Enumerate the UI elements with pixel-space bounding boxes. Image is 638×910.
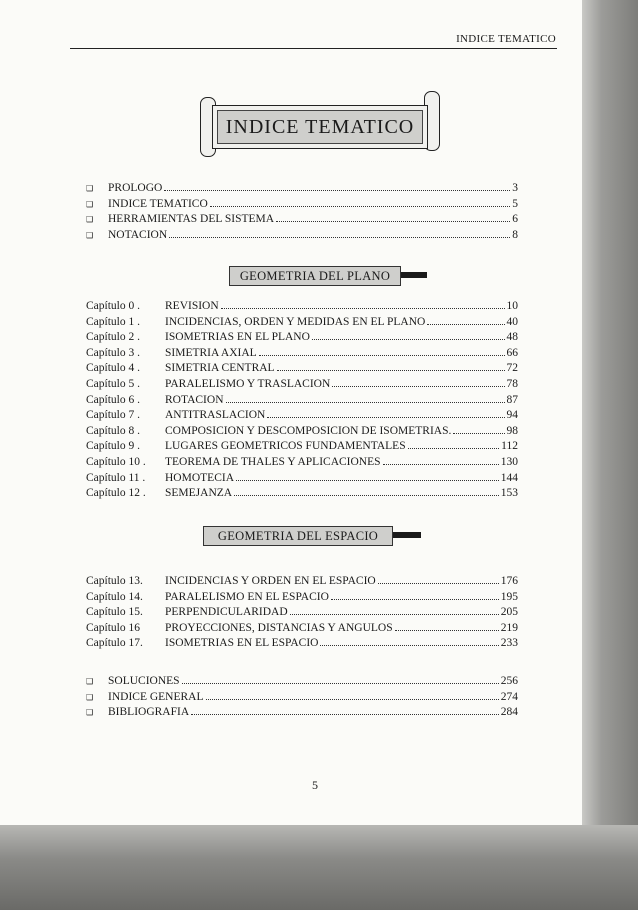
end-list	[86, 674, 518, 721]
running-header: INDICE TEMATICO	[456, 33, 556, 45]
list-item[interactable]: ❑ NOTACION 8	[86, 228, 518, 244]
plano-chapter-list	[86, 299, 518, 502]
table-row[interactable]: Capítulo 8 . COMPOSICION Y DESCOMPOSICION DE ISOMETRIAS. 98	[86, 424, 518, 437]
list-item[interactable]: ❑ INDICE GENERAL 274	[86, 690, 518, 706]
table-row[interactable]: Capítulo 7 . ANTITRASLACION 94	[86, 409, 518, 422]
list-item[interactable]: ❑ BIBLIOGRAFIA 284	[86, 705, 518, 721]
table-row[interactable]: Capítulo 9 . LUGARES GEOMETRICOS FUNDAMENTALES 112	[86, 440, 518, 453]
square-bullet-icon: ❑	[86, 708, 94, 718]
list-item[interactable]: ❑ INDICE TEMATICO 5	[86, 197, 518, 213]
table-row[interactable]: Capítulo 4 . SIMETRIA CENTRAL 72	[86, 362, 518, 375]
table-row[interactable]: Capítulo 16 PROYECCIONES, DISTANCIAS Y ANGULOS 219	[86, 621, 518, 634]
table-row[interactable]: Capítulo 10 . TEOREMA DE THALES Y APLICACIONES 130	[86, 455, 518, 468]
list-item[interactable]: ❑ HERRAMIENTAS DEL SISTEMA 6	[86, 212, 518, 228]
list-item[interactable]: ❑ SOLUCIONES 256	[86, 674, 518, 690]
section-banner-plano	[229, 266, 429, 286]
espacio-chapter-list	[86, 574, 518, 652]
section-banner-espacio	[203, 526, 425, 546]
section-title: GEOMETRIA DEL PLANO	[229, 266, 401, 286]
table-row[interactable]: Capítulo 12 . SEMEJANZA 153	[86, 487, 518, 500]
square-bullet-icon: ❑	[86, 677, 94, 686]
intro-list	[86, 181, 518, 243]
table-row[interactable]: Capítulo 2 . ISOMETRIAS EN EL PLANO 48	[86, 331, 518, 344]
page-bottom-shadow	[0, 825, 638, 910]
header-rule	[70, 48, 557, 49]
title-scroll-banner	[200, 97, 440, 157]
table-row[interactable]: Capítulo 3 . SIMETRIA AXIAL 66	[86, 346, 518, 359]
banner-arrow-icon	[401, 272, 427, 278]
page-edge-shadow	[582, 0, 638, 910]
table-row[interactable]: Capítulo 17. ISOMETRIAS EN EL ESPACIO 233	[86, 637, 518, 650]
page-title: INDICE TEMATICO	[217, 110, 423, 144]
table-row[interactable]: Capítulo 14. PARALELISMO EN EL ESPACIO 195	[86, 590, 518, 603]
banner-arrow-icon	[393, 532, 421, 538]
table-row[interactable]: Capítulo 15. PERPENDICULARIDAD 205	[86, 606, 518, 619]
square-bullet-icon: ❑	[86, 230, 94, 240]
square-bullet-icon: ❑	[86, 215, 94, 225]
section-title: GEOMETRIA DEL ESPACIO	[203, 526, 393, 546]
table-row[interactable]: Capítulo 0 . REVISION 10	[86, 300, 518, 312]
list-item[interactable]: ❑ PROLOGO 3	[86, 181, 518, 197]
square-bullet-icon: ❑	[86, 199, 94, 209]
table-row[interactable]: Capítulo 11 . HOMOTECIA 144	[86, 471, 518, 484]
table-row[interactable]: Capítulo 1 . INCIDENCIAS, ORDEN Y MEDIDAS EN EL PLANO 40	[86, 315, 518, 328]
table-row[interactable]: Capítulo 6 . ROTACION 87	[86, 393, 518, 406]
page-number: 5	[312, 778, 318, 792]
square-bullet-icon: ❑	[86, 184, 94, 193]
table-row[interactable]: Capítulo 13. INCIDENCIAS Y ORDEN EN EL ESPACIO 176	[86, 575, 518, 587]
square-bullet-icon: ❑	[86, 692, 94, 702]
table-row[interactable]: Capítulo 5 . PARALELISMO Y TRASLACION 78	[86, 377, 518, 390]
